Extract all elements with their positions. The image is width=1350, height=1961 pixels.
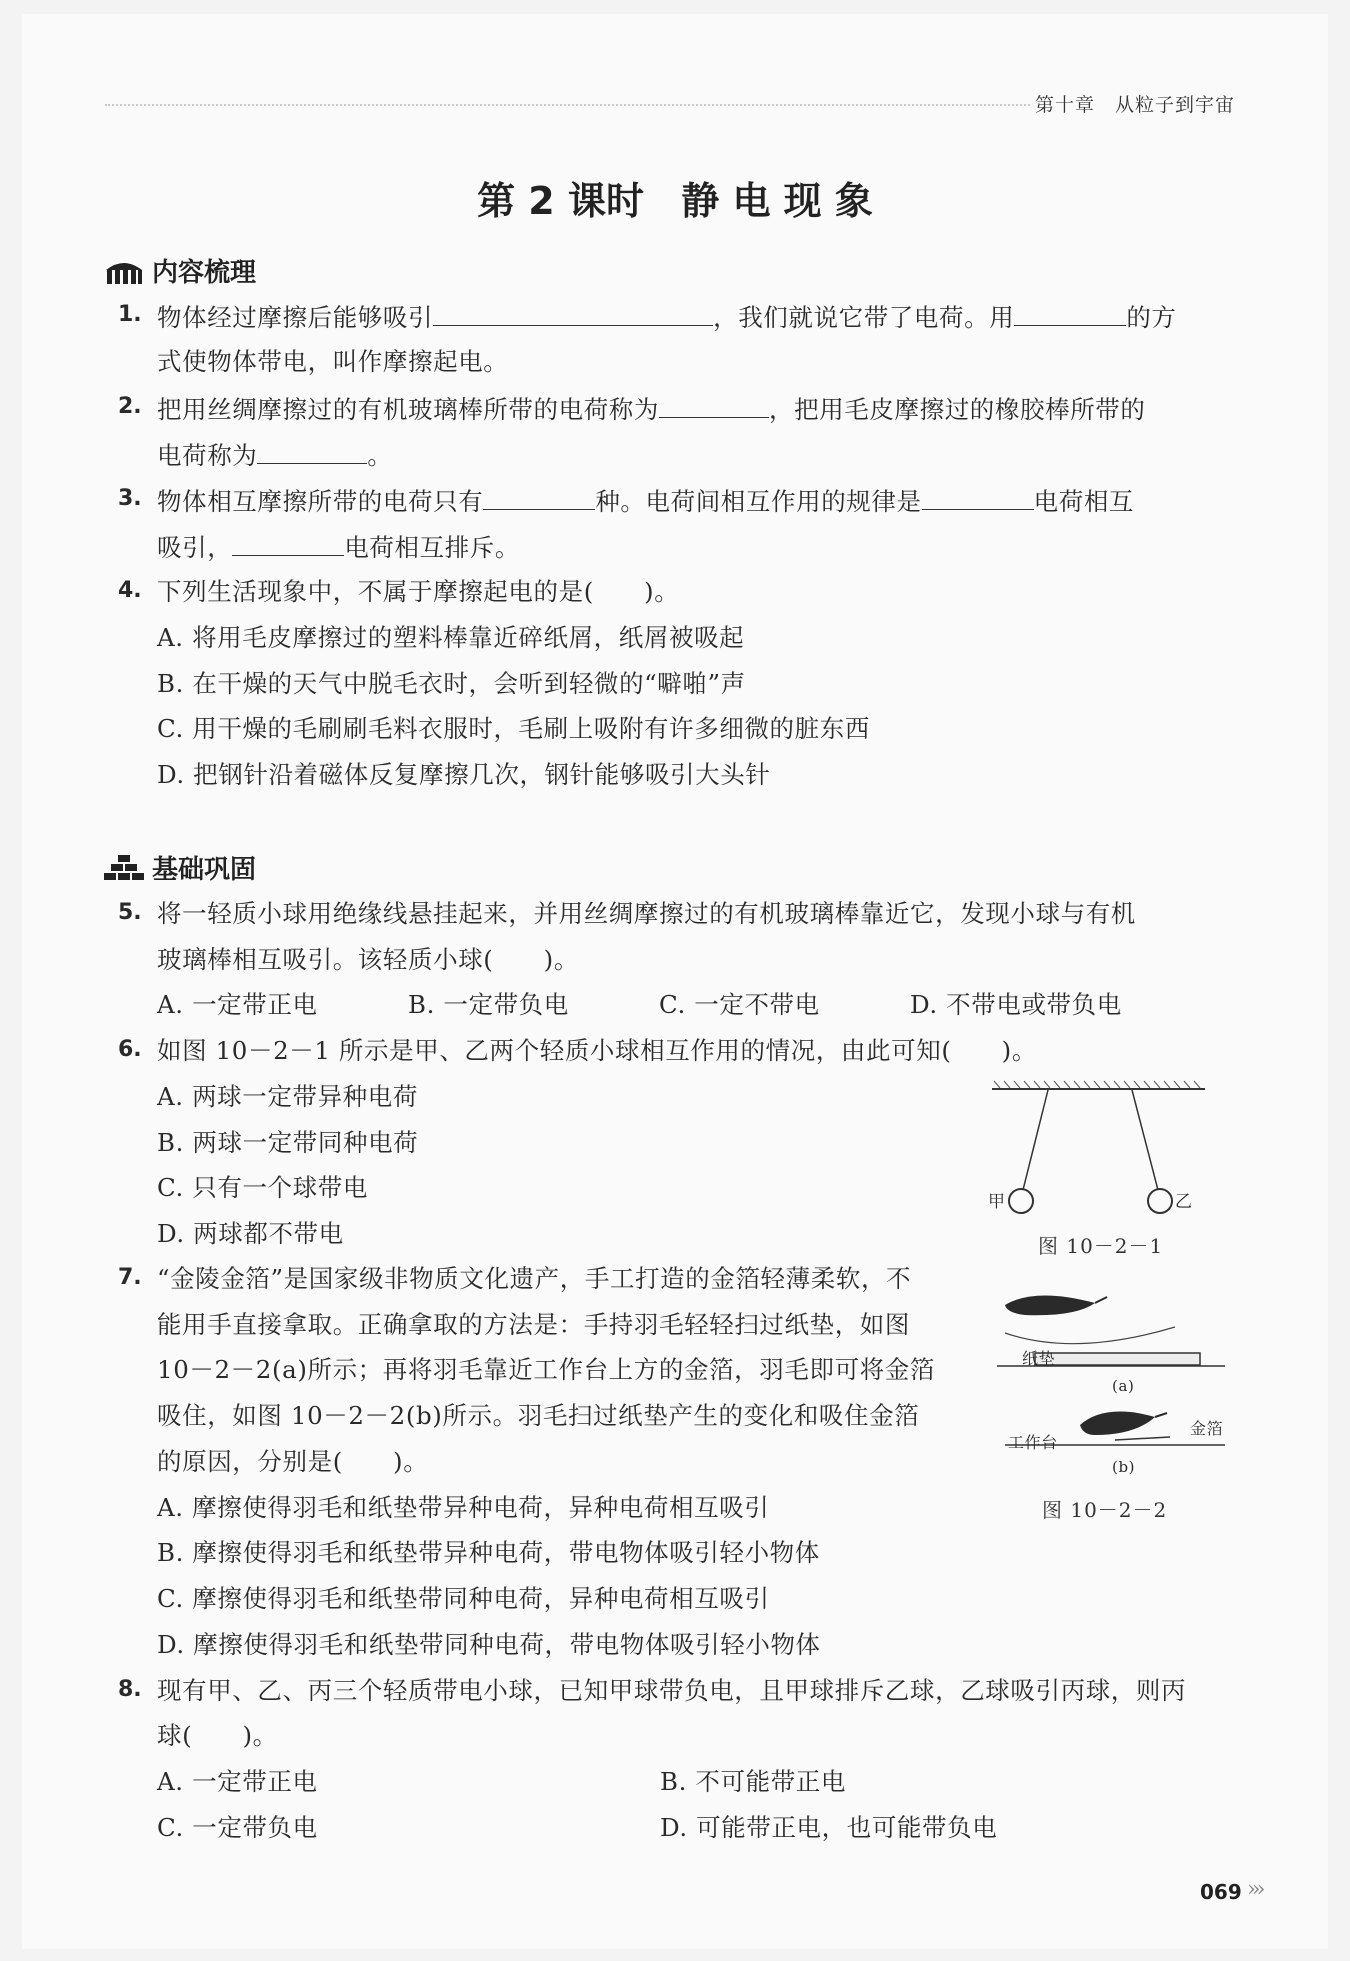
q1-blank-1[interactable] (433, 301, 713, 326)
q2-text-a: 把用丝绸摩擦过的有机玻璃棒所带的电荷称为 (157, 395, 659, 424)
q4-option-c[interactable]: C. 用干燥的毛刷刷毛料衣服时，毛刷上吸附有许多细微的脏东西 (157, 714, 870, 743)
q1-line1 (157, 301, 1177, 333)
q8-stem-line2: 球( )。 (157, 1721, 278, 1750)
q3-blank-1[interactable] (483, 485, 595, 510)
q4-number: 4. (118, 578, 142, 603)
q8-number: 8. (118, 1677, 142, 1702)
q2-text-d: 。 (367, 441, 393, 470)
thread-right (1132, 1090, 1158, 1190)
q6-option-d[interactable]: D. 两球都不带电 (157, 1219, 344, 1248)
section-review-title: 内容梳理 (152, 258, 257, 288)
q3-number: 3. (118, 486, 142, 511)
q1-text-c: 的方 (1126, 303, 1177, 332)
q7-option-a[interactable]: A. 摩擦使得羽毛和纸垫带异种电荷，异种电荷相互吸引 (157, 1493, 770, 1522)
q6-number: 6. (118, 1037, 142, 1062)
q2-text-c: 电荷称为 (157, 441, 258, 470)
fig2-label-foil: 金箔 (1190, 1419, 1224, 1438)
gold-foil (1115, 1437, 1170, 1440)
fig2-label-a: (a) (1112, 1377, 1135, 1395)
fig2-caption: 图 10－2－2 (1042, 1498, 1168, 1522)
q6-option-b[interactable]: B. 两球一定带同种电荷 (157, 1128, 419, 1157)
q3-blank-2[interactable] (922, 485, 1034, 510)
q8-option-a[interactable]: A. 一定带正电 (157, 1767, 318, 1796)
q3-text-d: 吸引， (157, 533, 233, 562)
q7-line2: 能用手直接拿取。正确拿取的方法是：手持羽毛轻轻扫过纸垫，如图 (157, 1310, 910, 1339)
feather-icon (1005, 1295, 1107, 1315)
q2-number: 2. (118, 394, 142, 419)
fig1-label-yi: 乙 (1175, 1192, 1193, 1212)
q3-text-e: 电荷相互排斥。 (344, 533, 521, 562)
feather-icon-b (1080, 1412, 1167, 1435)
q1-number: 1. (118, 302, 142, 327)
q2-blank-1[interactable] (659, 393, 769, 418)
paper-pad (1035, 1353, 1200, 1365)
q1-text-a: 物体经过摩擦后能够吸引 (157, 303, 434, 332)
q2-blank-2[interactable] (257, 439, 367, 464)
q7-line4: 吸住，如图 10－2－2(b)所示。羽毛扫过纸垫产生的变化和吸住金箔 (157, 1401, 920, 1430)
q2-line1 (157, 393, 1146, 425)
q7-option-d[interactable]: D. 摩擦使得羽毛和纸垫带同种电荷，带电物体吸引轻小物体 (157, 1630, 821, 1659)
chevrons-right-icon: ››› (1247, 1877, 1262, 1902)
lesson-topic: 静 电 现 象 (681, 179, 873, 223)
q7-number: 7. (118, 1265, 142, 1290)
q2-text-b: ，把用毛皮摩擦过的橡胶棒所带的 (769, 395, 1146, 424)
q4-option-b[interactable]: B. 在干燥的天气中脱毛衣时，会听到轻微的“噼啪”声 (157, 669, 746, 698)
fig2-label-pad: 纸垫 (1022, 1349, 1056, 1368)
q7-option-c[interactable]: C. 摩擦使得羽毛和纸垫带同种电荷，异种电荷相互吸引 (157, 1584, 770, 1613)
fig1-label-jia: 甲 (988, 1192, 1006, 1212)
section-review-heading (104, 252, 256, 289)
q4-option-a[interactable]: A. 将用毛皮摩擦过的塑料棒靠近碎纸屑，纸屑被吸起 (157, 623, 745, 652)
q3-text-c: 电荷相互 (1033, 487, 1135, 516)
q8-option-d[interactable]: D. 可能带正电，也可能带负电 (660, 1813, 998, 1842)
page-title (0, 170, 1350, 225)
sweep-arc (1005, 1327, 1175, 1344)
q8-option-c[interactable]: C. 一定带负电 (157, 1813, 318, 1842)
q3-text-a: 物体相互摩擦所带的电荷只有 (157, 487, 484, 516)
q3-line1 (157, 485, 1134, 517)
header-rule (105, 104, 1030, 106)
section-basic-heading (104, 849, 256, 886)
section-basic-title: 基础巩固 (152, 855, 257, 885)
lesson-label: 第 2 课时 (477, 179, 644, 223)
colonnade-icon (104, 256, 144, 286)
q5-option-d[interactable]: D. 不带电或带负电 (910, 990, 1122, 1019)
q3-blank-3[interactable] (232, 531, 344, 556)
q8-stem-line1: 现有甲、乙、丙三个轻质带电小球，已知甲球带负电，且甲球排斥乙球，乙球吸引丙球，则丙 (157, 1676, 1187, 1705)
q6-option-a[interactable]: A. 两球一定带异种电荷 (157, 1082, 418, 1111)
q1-line2: 式使物体带电，叫作摩擦起电。 (157, 347, 509, 376)
page-number: 069 (1200, 1880, 1242, 1904)
fig2-label-b: (b) (1112, 1458, 1136, 1476)
bricks-icon (104, 853, 144, 883)
q6-stem: 如图 10－2－1 所示是甲、乙两个轻质小球相互作用的情况，由此可知( )。 (157, 1036, 1037, 1065)
q7-line1: “金陵金箔”是国家级非物质文化遗产，手工打造的金箔轻薄柔软，不 (157, 1264, 912, 1293)
q5-option-a[interactable]: A. 一定带正电 (157, 990, 318, 1019)
q3-line2 (157, 531, 520, 563)
ball-yi (1148, 1189, 1172, 1213)
q4-stem: 下列生活现象中，不属于摩擦起电的是( )。 (157, 577, 680, 606)
fig2-label-table: 工作台 (1008, 1433, 1058, 1452)
q8-option-b[interactable]: B. 不可能带正电 (660, 1767, 846, 1796)
q5-number: 5. (118, 900, 142, 925)
q7-line3: 10－2－2(a)所示；再将羽毛靠近工作台上方的金箔，羽毛即可将金箔 (157, 1355, 935, 1384)
q4-option-d[interactable]: D. 把钢针沿着磁体反复摩擦几次，钢针能够吸引大头针 (157, 760, 771, 789)
q5-stem-line2: 玻璃棒相互吸引。该轻质小球( )。 (157, 945, 579, 974)
q7-option-b[interactable]: B. 摩擦使得羽毛和纸垫带异种电荷，带电物体吸引轻小物体 (157, 1538, 820, 1567)
q1-blank-2[interactable] (1014, 301, 1126, 326)
q5-option-b[interactable]: B. 一定带负电 (408, 990, 569, 1019)
chapter-header: 第十章 从粒子到宇宙 (1035, 94, 1236, 116)
ball-jia (1009, 1189, 1033, 1213)
q3-text-b: 种。电荷间相互作用的规律是 (595, 487, 922, 516)
q1-text-b: ，我们就说它带了电荷。用 (713, 303, 1015, 332)
q6-option-c[interactable]: C. 只有一个球带电 (157, 1173, 368, 1202)
q7-line5: 的原因，分别是( )。 (157, 1447, 429, 1476)
q2-line2 (157, 439, 393, 471)
q5-stem-line1: 将一轻质小球用绝缘线悬挂起来，并用丝绸摩擦过的有机玻璃棒靠近它，发现小球与有机 (157, 899, 1136, 928)
thread-left (1023, 1090, 1048, 1190)
q5-option-c[interactable]: C. 一定不带电 (659, 990, 820, 1019)
fig1-caption: 图 10－2－1 (1038, 1234, 1164, 1258)
